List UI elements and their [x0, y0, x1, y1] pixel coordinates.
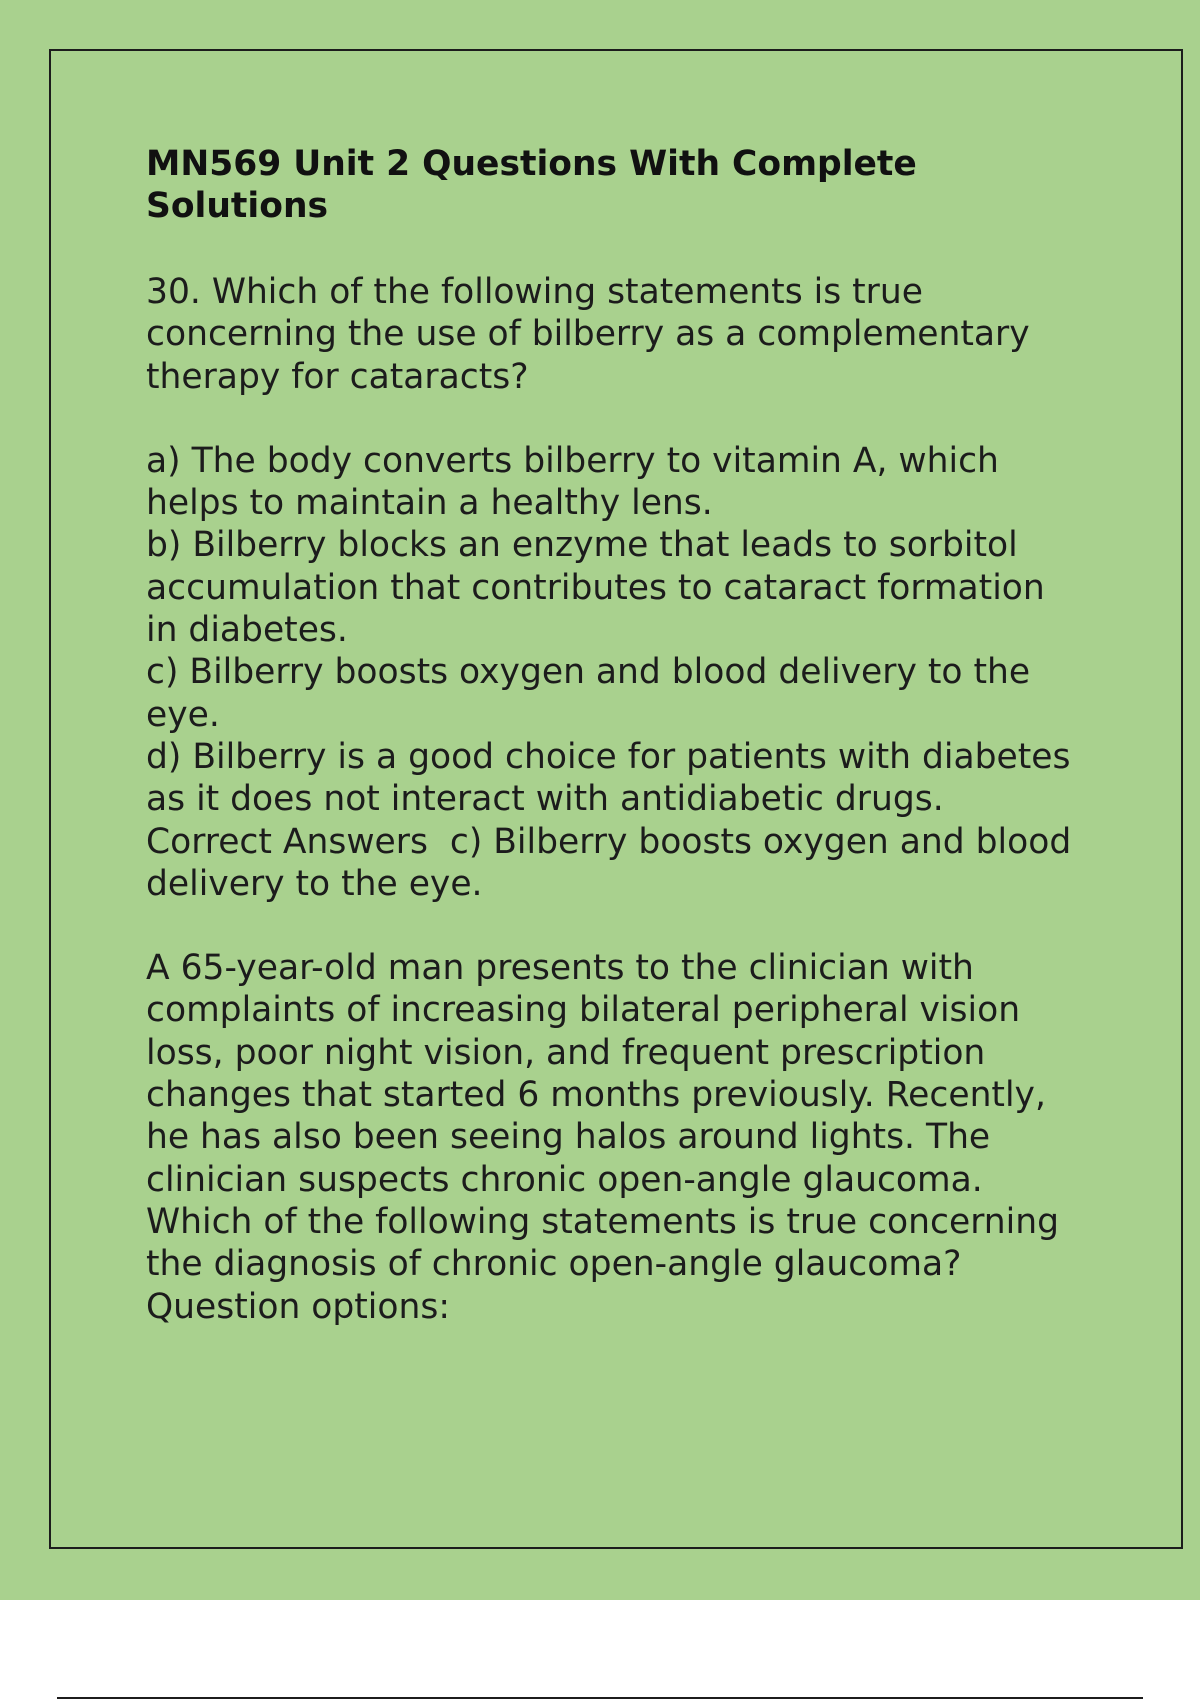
option-b: b) Bilberry blocks an enzyme that leads to sorbitol accumulation that contributes to cataract formation in diabetes.: [146, 525, 1056, 651]
option-c: c) Bilberry boosts oxygen and blood delivery to the eye.: [146, 652, 1042, 735]
option-a: a) The body converts bilberry to vitamin A, which helps to maintain a healthy lens.: [146, 440, 1010, 524]
option-d-with-answer: d) Bilberry is a good choice for patients with diabetes as it does not interact with antidiabetic drugs. Correct Answers c) Bilberry boosts oxygen and blood delivery to the eye.: [146, 736, 1083, 904]
footer-divider: [57, 1697, 1143, 1699]
question-30-options: [146, 440, 1086, 905]
document-title: MN569 Unit 2 Questions With Complete Solutions: [146, 144, 917, 226]
question-30-prompt: 30. Which of the following statements is true concerning the use of bilberry as a complementary therapy for cataracts?: [146, 272, 1041, 397]
question-glaucoma-prompt: A 65-year-old man presents to the clinician with complaints of increasing bilateral peripheral vision loss, poor night vision, and frequent prescription changes that started 6 months previously. Recently, he has also been seeing halos around lights. The clinician suspects chronic open-angle glaucoma. Which of the following statements is true concerning the diagnosis of chronic open-angle glaucoma? Question options:: [146, 948, 1070, 1327]
document-body: [146, 143, 1086, 1370]
